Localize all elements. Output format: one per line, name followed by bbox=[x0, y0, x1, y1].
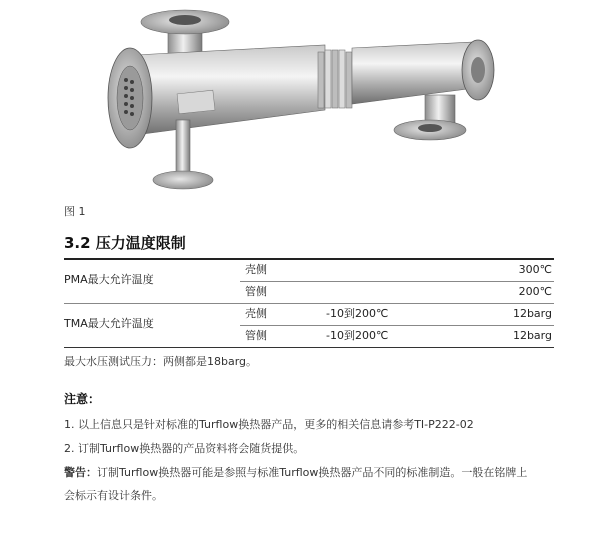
range-cell: -10到200℃ bbox=[326, 307, 389, 320]
side-cell: 管侧 bbox=[245, 329, 267, 342]
note-item-1: 1. 以上信息只是针对标准的Turflow换热器产品，更多的相关信息请参考TI-P222-02 bbox=[64, 418, 474, 431]
table-row bbox=[64, 259, 554, 281]
notes-title: 注意： bbox=[64, 392, 101, 406]
param-label-tma: TMA最大允许温度 bbox=[64, 317, 154, 330]
side-cell: 壳侧 bbox=[245, 263, 267, 276]
value-cell: 300℃ bbox=[518, 263, 552, 276]
heat-exchanger-image bbox=[100, 0, 510, 200]
section-heading: 3.2 压力温度限制 bbox=[64, 234, 186, 252]
note-item-2: 2. 订制Turflow换热器的产品资料将会随货提供。 bbox=[64, 442, 305, 455]
value-cell: 12barg bbox=[512, 329, 552, 342]
table-row bbox=[64, 303, 554, 325]
value-cell: 12barg bbox=[512, 307, 552, 320]
test-pressure-text: 最大水压测试压力：两侧都是18barg。 bbox=[64, 355, 258, 368]
param-label-pma: PMA最大允许温度 bbox=[64, 273, 154, 286]
side-cell: 壳侧 bbox=[245, 307, 267, 320]
figure-caption: 图 1 bbox=[64, 205, 86, 218]
warning-line-2: 会标示有设计条件。 bbox=[64, 489, 163, 502]
range-cell: -10到200℃ bbox=[326, 329, 389, 342]
warning-text: 订制Turflow换热器可能是参照与标准Turflow换热器产品不同的标准制造。一般在铭牌上 bbox=[97, 466, 528, 479]
table-row bbox=[64, 281, 554, 303]
warning-label: 警告： bbox=[64, 466, 97, 479]
table-row bbox=[64, 325, 554, 347]
table-bottom-rule bbox=[64, 347, 554, 348]
value-cell: 200℃ bbox=[518, 285, 552, 298]
side-cell: 管侧 bbox=[245, 285, 267, 298]
warning-line-1 bbox=[64, 464, 527, 480]
